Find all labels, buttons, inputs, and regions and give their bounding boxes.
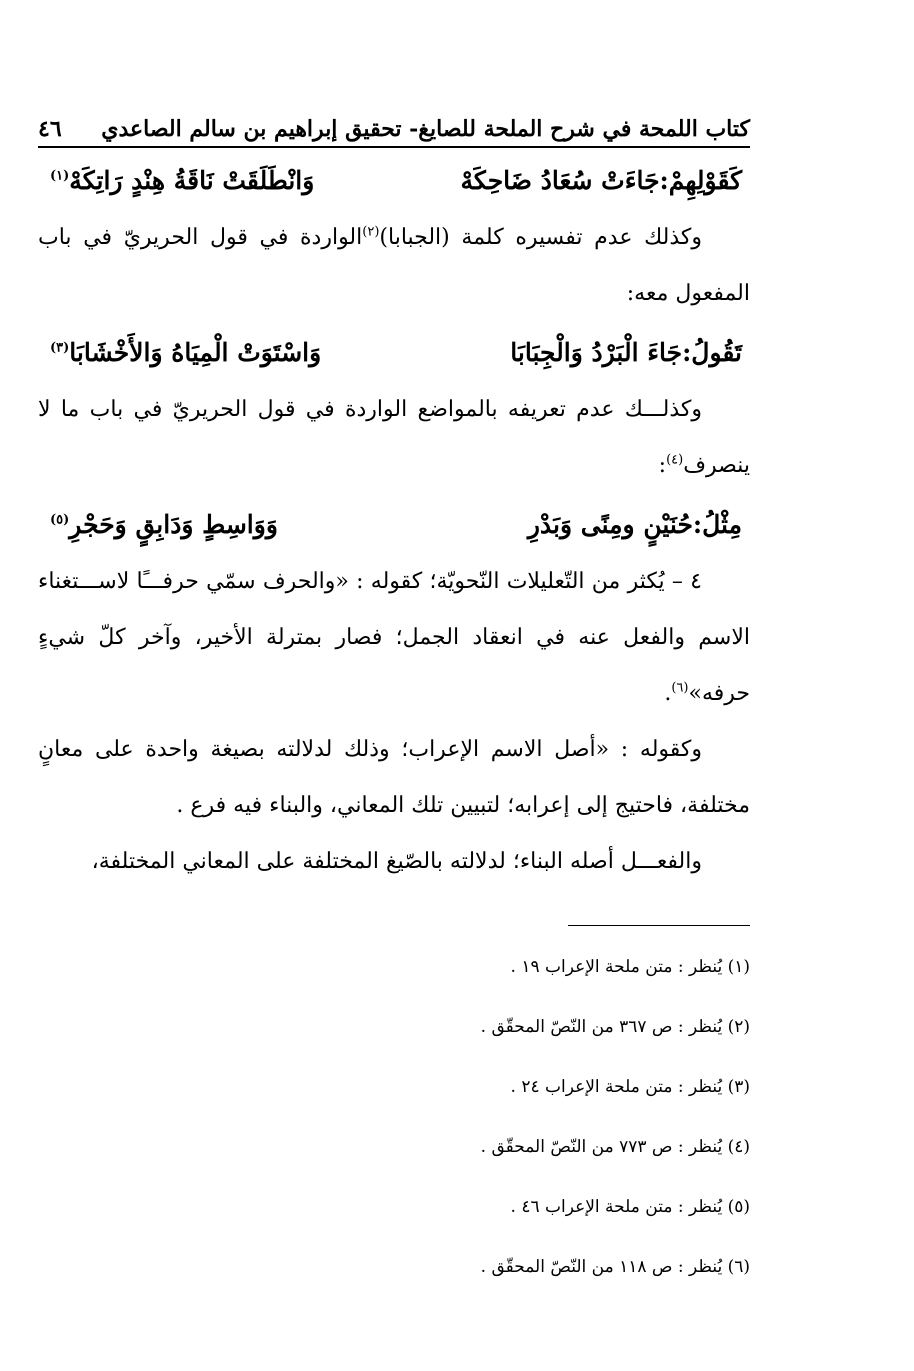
footnote-3: (٣) يُنظر : متن ملحة الإعراب ٢٤ . (510, 1077, 750, 1097)
paragraph-2: وكذلـــك عدم تعريفه بالمواضع الواردة في قول الحريريّ في باب ما لا ينصرف$^{(٤)}$: (38, 397, 750, 478)
verse-1-second-hemistich: وَانْطَلَقَتْ نَاقَةُ هِنْدٍ رَاتِكَهْ$^{(١)}$ (50, 165, 315, 195)
verse-2-first-hemistich: تَقُولُ:جَاءَ الْبَرْدُ وَالْجِبَابَا (510, 337, 742, 367)
verse-3 (38, 494, 750, 554)
page-number: ٤٦ (38, 116, 62, 142)
footnote-4: (٤) يُنظر : ص ٧٧٣ من النّصّ المحقّق . (480, 1137, 750, 1157)
footnote-6: (٦) يُنظر : ص ١١٨ من النّصّ المحقّق . (480, 1257, 750, 1277)
main-text (38, 150, 750, 890)
footnotes (38, 945, 750, 1305)
paragraph-4: وكقوله : «أصل الاسم الإعراب؛ وذلك لدلالته بصيغة واحدة على معانٍ مختلفة، فاحتيج إلى إعرابه؛ لتبيين تلك المعاني، والبناء فيه فرع . (38, 737, 750, 818)
footnote-5: (٥) يُنظر : متن ملحة الإعراب ٤٦ . (510, 1197, 750, 1217)
footnote-ref-6: (٦) (671, 680, 689, 696)
footnote-ref-3: (٣) (50, 340, 70, 356)
footnote-ref-4: (٤) (666, 452, 684, 468)
verse-2 (38, 322, 750, 382)
running-header (38, 98, 750, 142)
footnote-ref-1: (١) (50, 168, 70, 184)
footnote-1: (١) يُنظر : متن ملحة الإعراب ١٩ . (510, 957, 750, 977)
footnote-2: (٢) يُنظر : ص ٣٦٧ من النّصّ المحقّق . (480, 1017, 750, 1037)
footnote-separator (568, 925, 750, 926)
verse-1 (38, 150, 750, 210)
paragraph-1: وكذلك عدم تفسيره كلمة (الجبابا)$^{(٢)}$الواردة في قول الحريريّ في باب المفعول معه: (38, 224, 750, 306)
header-rule (38, 146, 750, 148)
footnote-ref-5: (٥) (50, 512, 70, 528)
paragraph-5: والفعـــل أصله البناء؛ لدلالته بالصّيغ المختلفة على المعاني المختلفة، (91, 849, 702, 874)
verse-3-second-hemistich: وَوَاسِطٍ وَدَابِقٍ وَحَجْرِ$^{(٥)}$ (50, 509, 278, 539)
paragraph-3: ٤ – يُكثر من التّعليلات النّحويّة؛ كقوله : «والحرف سمّي حرفـــًا لاســـتغناء الاسم والفعل عنه في انعقاد الجمل؛ فصار بمترلة الأخير، وآخر كلّ شيءٍ حرفه»$^{(٦)}$. (38, 569, 750, 706)
verse-2-second-hemistich: وَاسْتَوَتْ الْمِيَاهُ وَالأَخْشَابَا$^{(٣)}$ (50, 337, 322, 367)
header-title: كتاب اللمحة في شرح الملحة للصايغ- تحقيق إبراهيم بن سالم الصاعدي (101, 116, 750, 142)
footnote-ref-2: (٢) (362, 224, 380, 240)
verse-1-first-hemistich: كَقَوْلِهِمْ:جَاءَتْ سُعَادُ ضَاحِكَهْ (460, 165, 742, 195)
verse-3-first-hemistich: مِثْلُ:حُنَيْنٍ ومِنًى وَبَدْرِ (527, 509, 742, 539)
